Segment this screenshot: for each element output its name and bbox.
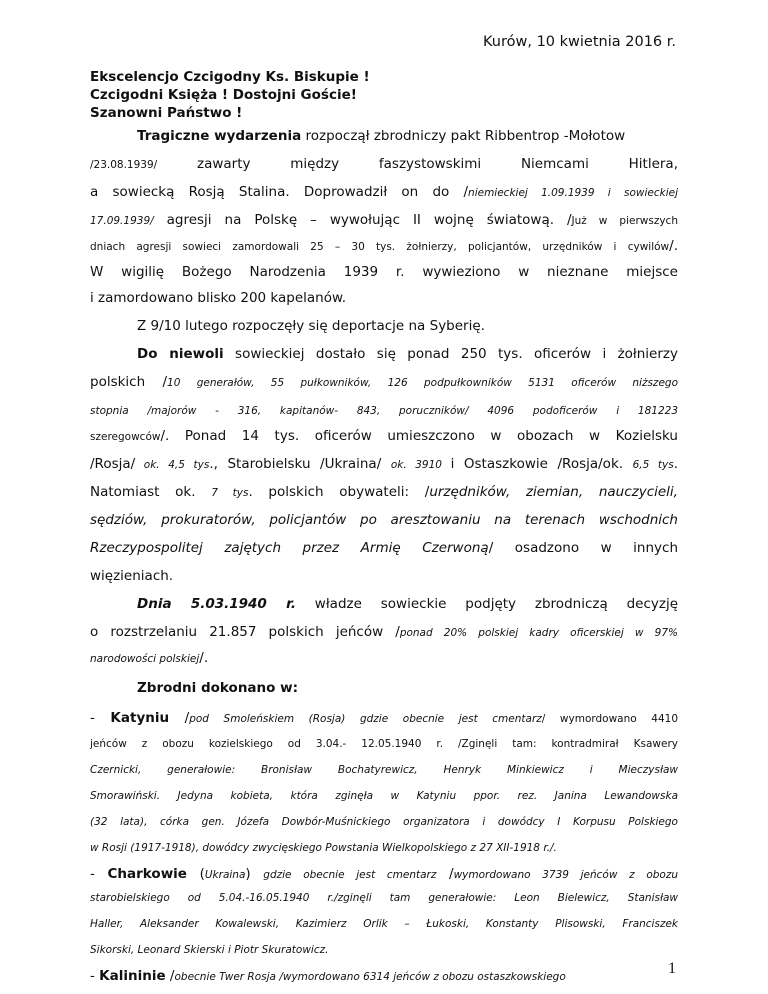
katyn-l1-end: / wymordowano 4410 bbox=[541, 713, 678, 725]
p3-l8-it: Rzeczypospolitej zajętych przez Armię Czerwoną bbox=[90, 540, 489, 556]
p3-l6-a: Natomiast ok. bbox=[90, 484, 212, 500]
p3-line-6 bbox=[90, 484, 678, 500]
charkow-dash: - bbox=[90, 866, 108, 882]
charkow-line-2: starobielskiego od 5.04.-16.05.1940 r./zginęli tam generałowie: Leon Bielewicz, Stanisław bbox=[90, 892, 678, 904]
p3-line-9: więzieniach. bbox=[90, 568, 174, 584]
p1-line-7: i zamordowano blisko 200 kapelanów. bbox=[90, 290, 347, 306]
p3-line-2 bbox=[90, 374, 678, 390]
p3-l2-main: polskich / bbox=[90, 374, 168, 390]
kalinin-l1-desc: obecnie Twer Rosja /wymordowano 6314 jeńców z obozu ostaszkowskiego bbox=[174, 971, 566, 983]
katyn-place: Katyniu bbox=[110, 710, 170, 726]
p3-l1-rest: sowieckiej dostało się ponad 250 tys. oficerów i żołnierzy bbox=[223, 346, 678, 362]
p4-l3-small: narodowości polskiej bbox=[90, 653, 200, 665]
p3-l5-e: i Ostaszkowie /Rosja/ok. bbox=[450, 456, 633, 472]
p1-line-5 bbox=[90, 238, 678, 254]
p1-line-1 bbox=[137, 128, 678, 144]
katyn-slash: / bbox=[169, 710, 190, 726]
p1-l2-rest: zawarty między faszystowskimi Niemcami Hitlera, bbox=[157, 156, 678, 172]
p3-line-1 bbox=[137, 346, 678, 362]
p1-line-3 bbox=[90, 184, 678, 200]
p4-line-1 bbox=[137, 596, 678, 612]
katyn-l1-desc: pod Smoleńskiem (Rosja) gdzie obecnie jest cmentarz bbox=[189, 713, 542, 725]
p3-line-7: sędziów, prokuratorów, policjantów po aresztowaniu na terenach wschodnich bbox=[90, 512, 678, 528]
p4-line-3 bbox=[90, 650, 678, 666]
kalinin-line-1 bbox=[90, 968, 678, 984]
p1-l5-end: /. bbox=[669, 238, 678, 254]
p3-l5-a: /Rosja/ bbox=[90, 456, 136, 472]
p3-l6-b: 7 tys bbox=[211, 487, 249, 499]
salutation-line-2: Czcigodni Księża ! Dostojni Goście! bbox=[90, 87, 357, 103]
p3-l5-b: ok. 4,5 tys bbox=[135, 459, 210, 471]
p1-l4-small: 17.09.1939/ bbox=[90, 215, 154, 227]
p2-line: Z 9/10 lutego rozpoczęły się deportacje na Syberię. bbox=[137, 318, 485, 334]
page-number: 1 bbox=[668, 960, 676, 977]
charkow-l4-a: Sikorski bbox=[90, 944, 131, 956]
charkow-line-1 bbox=[90, 866, 678, 882]
p1-l3-main: a sowiecką Rosją Stalina. Doprowadził on do / bbox=[90, 184, 469, 200]
p4-l1-rest: władze sowieckie podjęty zbrodniczą decyzję bbox=[295, 596, 679, 612]
charkow-cemetery: gdzie obecnie jest cmentarz bbox=[263, 869, 437, 881]
kalinin-place: Kalininie bbox=[99, 968, 166, 984]
katyn-line-4: Smorawiński. Jedyna kobieta, która zginęła w Katyniu ppor. rez. Janina Lewandowska bbox=[90, 790, 678, 802]
charkow-l1-end: wymordowano 3739 jeńców z obozu bbox=[453, 869, 678, 881]
salutation-line-3: Szanowni Państwo ! bbox=[90, 105, 243, 121]
p4-l3-end: /. bbox=[199, 650, 209, 666]
p1-line-6: W wigilię Bożego Narodzenia 1939 r. wywieziono w nieznane miejsce bbox=[90, 264, 678, 280]
charkow-line-3: Haller, Aleksander Kowalewski, Kazimierz Orlik – Łukoski, Konstanty Plisowski, Franciszek bbox=[90, 918, 678, 930]
katyn-line-1 bbox=[90, 710, 678, 726]
p3-l5-g: . bbox=[673, 456, 679, 472]
p1-l5-small: dniach agresji sowieci zamordowali 25 – 30 tys. żołnierzy, policjantów, urzędników i cywilów bbox=[90, 241, 670, 253]
p3-l3-small: stopnia /majorów - 316, kapitanów- 843, poruczników/ 4096 podoficerów i 181223 bbox=[90, 405, 678, 417]
p1-line-2 bbox=[90, 156, 678, 172]
kalinin-slash: / bbox=[165, 968, 175, 984]
p3-line-3 bbox=[90, 402, 678, 418]
kalinin-dash: - bbox=[90, 968, 100, 984]
p1-l4-small2: Już w pierwszych bbox=[571, 215, 678, 227]
p3-line-5 bbox=[90, 456, 678, 472]
p3-line-8 bbox=[90, 540, 678, 556]
salutation bbox=[90, 68, 678, 122]
p4-line-2 bbox=[90, 624, 678, 640]
p1-l3-small: niemieckiej 1.09.1939 i sowieckiej bbox=[468, 187, 678, 199]
katyn-line-6: w Rosji (1917-1918), dowódcy zwycięskiego Powstania Wielkopolskiego z 27 XII-1918 r./. bbox=[90, 842, 557, 854]
salutation-line-1: Ekscelencjo Czcigodny Ks. Biskupie ! bbox=[90, 69, 370, 85]
date-line: Kurów, 10 kwietnia 2016 r. bbox=[483, 34, 676, 50]
charkow-slash: / bbox=[436, 866, 454, 882]
p4-bold-date: Dnia 5.03.1940 r. bbox=[137, 596, 296, 612]
charkow-country: Ukraina bbox=[204, 869, 246, 881]
p1-l1-rest: rozpoczął zbrodniczy pakt Ribbentrop -Mołotow bbox=[301, 128, 626, 144]
p3-l6-c: . polskich obywateli: / bbox=[248, 484, 430, 500]
p3-l4-small: szeregowców bbox=[90, 431, 161, 443]
p4-l2-small: ponad 20% polskiej kadry oficerskiej w 97% bbox=[399, 627, 678, 639]
katyn-line-3: Czernicki, generałowie: Bronisław Bochatyrewicz, Henryk Minkiewicz i Mieczysław bbox=[90, 764, 678, 776]
p1-line-4 bbox=[90, 212, 678, 228]
p3-l2-small: 10 generałów, 55 pułkowników, 126 podpułkowników 5131 oficerów niższego bbox=[167, 377, 678, 389]
p3-line-4 bbox=[90, 428, 678, 444]
p3-bold: Do niewoli bbox=[137, 346, 224, 362]
charkow-place: Charkowie bbox=[107, 866, 187, 882]
charkow-paren-open: ( bbox=[186, 866, 205, 882]
section-heading: Zbrodni dokonano w: bbox=[137, 680, 298, 696]
p4-l2-main: o rozstrzelaniu 21.857 polskich jeńców / bbox=[90, 624, 400, 640]
katyn-line-5: (32 lata), córka gen. Józefa Dowbór-Muśnickiego organizatora i dowódcy I Korpusu Polskiego bbox=[90, 816, 678, 828]
p3-l4-main: /. Ponad 14 tys. oficerów umieszczono w obozach w Kozielsku bbox=[160, 428, 678, 444]
p3-l5-d: ok. 3910 bbox=[390, 459, 451, 471]
p1-bold: Tragiczne wydarzenia bbox=[137, 128, 302, 144]
p3-l6-d: urzędników, ziemian, nauczycieli, bbox=[429, 484, 678, 500]
p3-l5-c: ., Starobielsku /Ukraina/ bbox=[209, 456, 391, 472]
p1-date: /23.08.1939/ bbox=[90, 159, 158, 171]
katyn-dash: - bbox=[90, 710, 111, 726]
charkow-l4-b: , Leonard Skierski i Piotr Skuratowicz. bbox=[130, 944, 329, 956]
charkow-line-4 bbox=[90, 944, 678, 956]
p3-l5-f: 6,5 tys bbox=[632, 459, 674, 471]
charkow-paren-close: ) bbox=[245, 866, 264, 882]
p1-l4-main: agresji na Polskę – wywołując II wojnę światową. / bbox=[153, 212, 572, 228]
p3-l8-rest: / osadzono w innych bbox=[488, 540, 679, 556]
katyn-line-2: jeńców z obozu kozielskiego od 3.04.- 12.05.1940 r. /Zginęli tam: kontradmirał Ksawery bbox=[90, 738, 678, 750]
